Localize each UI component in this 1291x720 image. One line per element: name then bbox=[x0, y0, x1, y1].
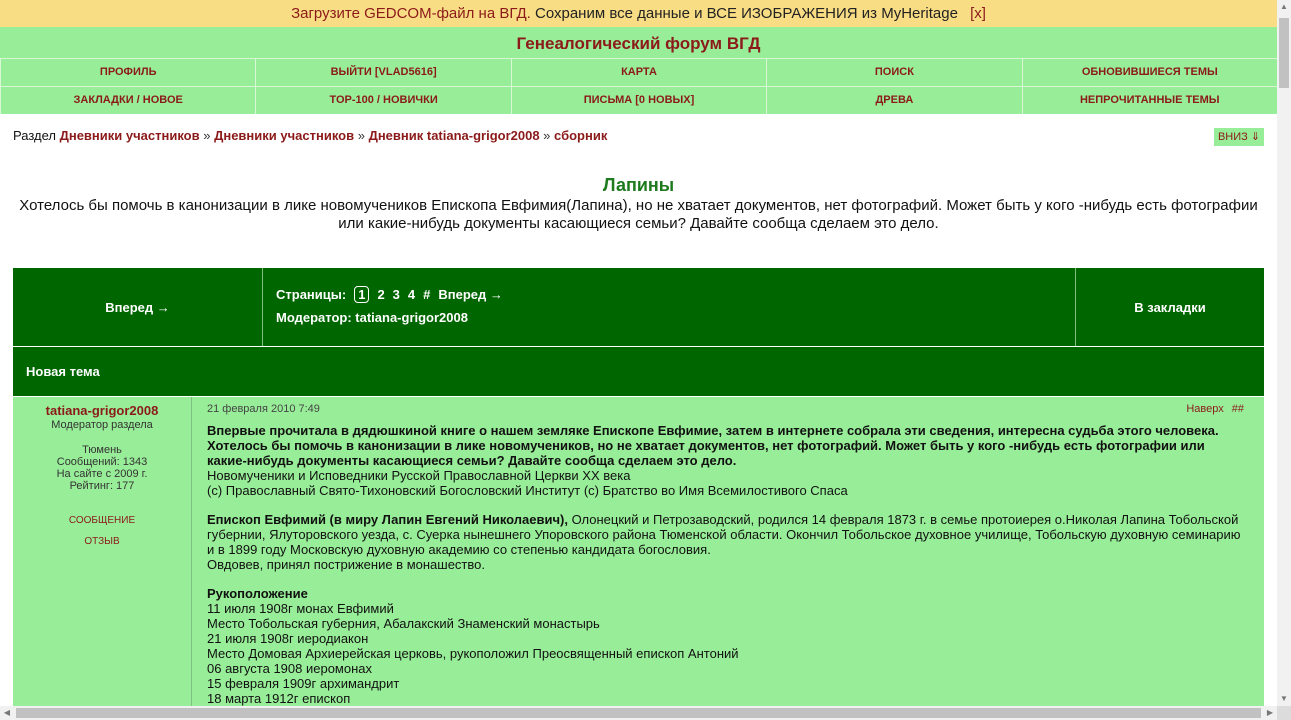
breadcrumb-separator: » bbox=[539, 128, 555, 143]
gedcom-banner-link[interactable]: Загрузите GEDCOM-файл на ВГД. bbox=[291, 5, 531, 22]
scroll-left-arrow-icon[interactable]: ◀ bbox=[3, 708, 11, 717]
post-line: (c) Православный Свято-Тихоновский Богословский Институт (c) Братство во Имя Всемилостивого Спаса bbox=[207, 483, 848, 498]
send-message-link[interactable]: СООБЩЕНИЕ bbox=[68, 515, 136, 526]
gedcom-banner bbox=[0, 0, 1277, 27]
post-date: 21 февраля 2010 7:49 bbox=[207, 403, 320, 415]
page-link-last[interactable]: # bbox=[423, 286, 431, 302]
nav-messages[interactable]: ПИСЬМА [0 НОВЫХ] bbox=[511, 86, 766, 114]
forward-button[interactable]: Вперед → bbox=[13, 268, 263, 346]
nav-updated-topics[interactable]: ОБНОВИВШИЕСЯ ТЕМЫ bbox=[1022, 58, 1277, 86]
breadcrumb-item-collection[interactable]: сборник bbox=[554, 128, 608, 143]
post-text bbox=[207, 423, 1244, 706]
horizontal-scrollbar[interactable] bbox=[0, 706, 1277, 720]
post-anchor-link[interactable]: ## bbox=[1231, 403, 1244, 415]
ordination-line: Место Тобольская губерния, Абалакский Знаменский монастырь bbox=[207, 616, 600, 631]
forum-title[interactable]: Генеалогический форум ВГД bbox=[0, 27, 1277, 58]
gedcom-banner-text: Сохраним все данные и ВСЕ ИЗОБРАЖЕНИЯ из MyHeritage bbox=[530, 5, 958, 22]
post-body bbox=[192, 397, 1264, 706]
forum-post bbox=[13, 397, 1264, 706]
bishop-name: Епископ Евфимий (в миру Лапин Евгений Николаевич), bbox=[207, 512, 568, 527]
horizontal-scroll-thumb[interactable] bbox=[16, 708, 1261, 718]
new-topic-button[interactable]: Новая тема bbox=[13, 347, 1264, 396]
review-link[interactable]: ОТЗЫВ bbox=[84, 536, 120, 547]
author-role: Модератор раздела bbox=[51, 419, 153, 431]
nav-map[interactable]: КАРТА bbox=[511, 58, 766, 86]
bookmark-button[interactable]: В закладки bbox=[1134, 299, 1206, 315]
post-author-panel bbox=[13, 397, 192, 706]
page-link[interactable]: 3 bbox=[392, 286, 400, 302]
ordination-line: 21 июля 1908г иеродиакон bbox=[207, 631, 369, 646]
breadcrumb-item-diary[interactable]: Дневник tatiana-grigor2008 bbox=[368, 128, 540, 143]
breadcrumb-item-section[interactable]: Дневники участников bbox=[59, 128, 200, 143]
nav-profile[interactable]: ПРОФИЛЬ bbox=[0, 58, 255, 86]
ordination-line: Место Домовая Архиерейская церковь, рукоположил Преосвященный епископ Антоний bbox=[207, 646, 739, 661]
post-meta bbox=[207, 403, 1244, 421]
page-link[interactable]: 4 bbox=[407, 286, 416, 302]
nav-trees[interactable]: ДРЕВА bbox=[766, 86, 1021, 114]
ordination-line: 15 февраля 1909г архимандрит bbox=[207, 676, 400, 691]
nav-logout[interactable]: ВЫЙТИ [VLAD5616] bbox=[255, 58, 510, 86]
nav-top100-newbies[interactable]: TOP-100 / НОВИЧКИ bbox=[255, 86, 510, 114]
scroll-down-arrow-icon[interactable]: ▼ bbox=[1280, 694, 1288, 703]
nav-search[interactable]: ПОИСК bbox=[766, 58, 1021, 86]
bishop-bio: Олонецкий и Петрозаводский, родился 14 февраля 1873 г. в семье протоиерея о.Николая Лапина Тобольской губернии, Ялуторовского уезда, с. Суерка нынешнего Упоровского района Тюменской области. Окончил Тобольское духовное училище, Тобольскую духовную семинарию и в 1899 году Московскую духовную академию со степенью кандидата богословия. bbox=[207, 512, 1241, 557]
pages-label: Страницы: bbox=[276, 286, 347, 302]
topic-description: Хотелось бы помочь в канонизации в лике новомучеников Епископа Евфимия(Лапина), но не хватает документов, нет фотографий. Может быть у кого -нибудь есть фотографии или какие-нибудь документы касающиеся семьи? Давайте сообща сделаем это дело. bbox=[19, 197, 1258, 232]
nav-bookmarks-new[interactable]: ЗАКЛАДКИ / НОВОЕ bbox=[0, 86, 255, 114]
page-link-current[interactable]: 1 bbox=[354, 286, 369, 303]
author-since: На сайте с 2009 г. bbox=[56, 468, 148, 480]
post-line: Новомученики и Исповедники Русской Православной Церкви XX века bbox=[207, 468, 631, 483]
ordination-line: 11 июля 1908г монах Евфимий bbox=[207, 601, 394, 616]
topic-toolbar bbox=[13, 268, 1264, 346]
breadcrumb bbox=[13, 128, 607, 143]
scroll-up-arrow-icon[interactable]: ▲ bbox=[1280, 2, 1288, 11]
pagination bbox=[276, 284, 1062, 304]
scroll-right-arrow-icon[interactable]: ▶ bbox=[1266, 708, 1274, 717]
pagination-panel bbox=[263, 268, 1076, 346]
post-intro: Впервые прочитала в дядюшкиной книге о нашем земляке Епископе Евфимие, затем в интернете собрала эти сведения, интересна судьба этого человека. Хотелось бы помочь в канонизации в лике новомучеников, но не хватает документов, нет фотографий. Может быть у кого -нибудь есть фотографии или какие-нибудь документы касающиеся семьи? Давайте сообща сделаем это дело. bbox=[207, 423, 1219, 468]
author-name[interactable]: tatiana-grigor2008 bbox=[45, 403, 159, 418]
breadcrumb-separator: » bbox=[354, 128, 369, 143]
breadcrumb-item-subsection[interactable]: Дневники участников bbox=[214, 128, 355, 143]
bishop-widow: Овдовев, принял пострижение в монашество. bbox=[207, 557, 485, 572]
scroll-down-button[interactable]: ВНИЗ ⇓ bbox=[1214, 128, 1264, 146]
scrollbar-corner bbox=[1277, 706, 1291, 720]
page-link[interactable]: 2 bbox=[377, 286, 385, 302]
vertical-scroll-thumb[interactable] bbox=[1279, 18, 1289, 88]
moderator-label: Модератор: tatiana-grigor2008 bbox=[276, 310, 468, 325]
author-city: Тюмень bbox=[82, 444, 122, 456]
breadcrumb-separator: » bbox=[199, 128, 215, 143]
vertical-scrollbar[interactable] bbox=[1277, 0, 1291, 706]
banner-close-button[interactable]: [x] bbox=[970, 5, 986, 22]
ordination-line: 06 августа 1908 иеромонах bbox=[207, 661, 373, 676]
main-nav bbox=[0, 58, 1277, 114]
author-info bbox=[13, 444, 191, 492]
topic-title: Лапины bbox=[602, 175, 675, 195]
ordination-line: 18 марта 1912г епископ bbox=[207, 691, 351, 706]
nav-unread-topics[interactable]: НЕПРОЧИТАННЫЕ ТЕМЫ bbox=[1022, 86, 1277, 114]
ordination-heading: Рукоположение bbox=[207, 586, 308, 601]
back-to-top-link[interactable]: Наверх bbox=[1186, 403, 1224, 415]
author-rating: Рейтинг: 177 bbox=[69, 480, 135, 492]
breadcrumb-prefix: Раздел bbox=[13, 128, 60, 143]
author-messages: Сообщений: 1343 bbox=[56, 456, 148, 468]
pages-forward-link[interactable]: Вперед → bbox=[438, 286, 503, 302]
